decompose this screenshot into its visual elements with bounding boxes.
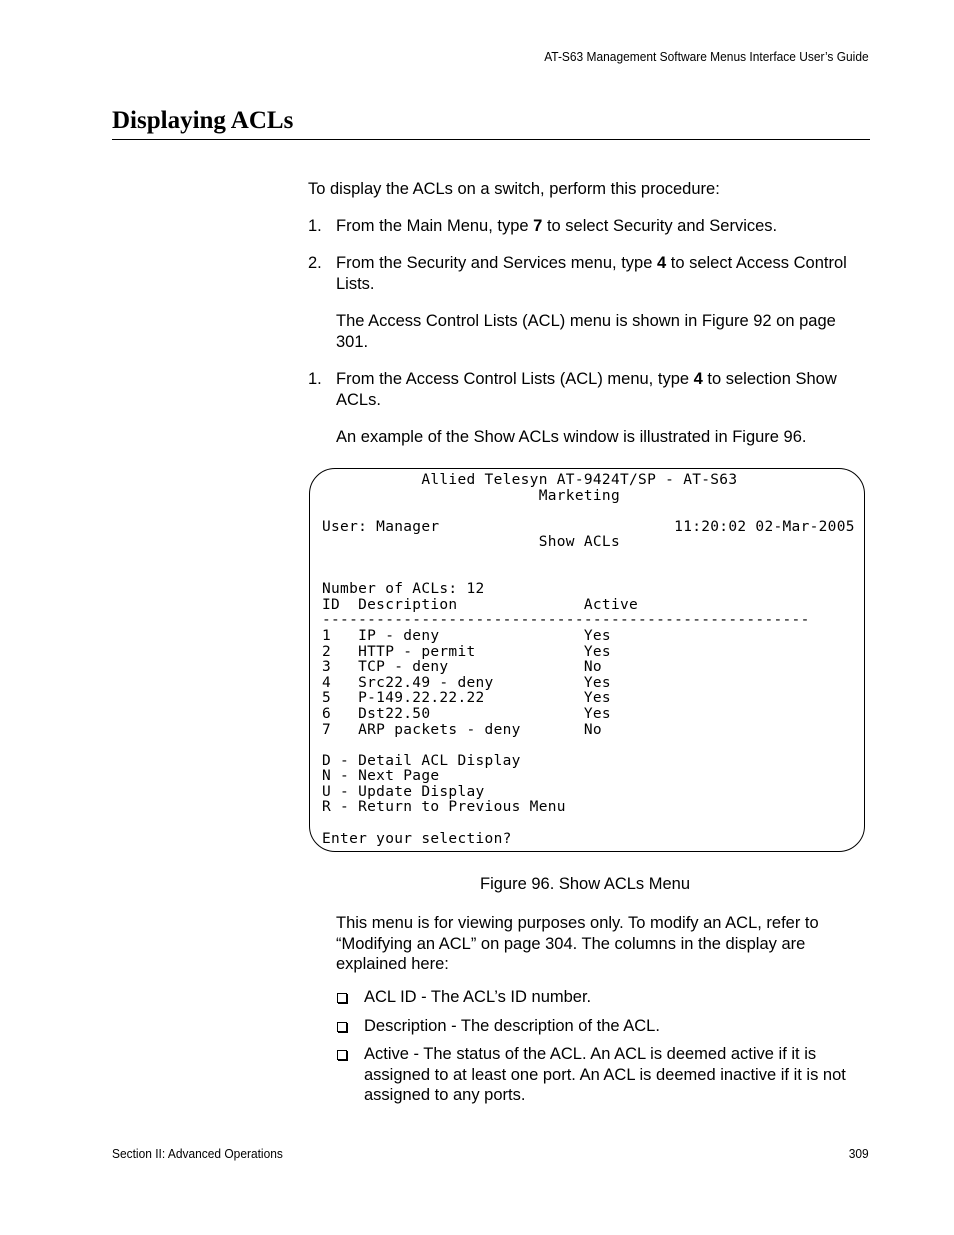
step-note: The Access Control Lists (ACL) menu is shown in Figure 92 on page 301. xyxy=(336,312,836,351)
footer-page-number: 309 xyxy=(849,1146,869,1161)
bullet-active: Active - The status of the ACL. An ACL is deemed active if it is assigned to at least one port. An ACL is deemed inactive if it is not assigned to any ports. xyxy=(364,1045,846,1104)
footer-section: Section II: Advanced Operations xyxy=(112,1146,283,1161)
step-text: From the Main Menu, type 7 to select Security and Services. xyxy=(336,217,778,235)
show-acls-console xyxy=(309,468,865,852)
intro-paragraph: To display the ACLs on a switch, perform this procedure: xyxy=(308,180,720,198)
step-number: 2. xyxy=(308,254,322,272)
explanation-paragraph: This menu is for viewing purposes only. To modify an ACL, refer to “Modifying an ACL” on page 304. The columns in the display are explained here: xyxy=(336,914,819,973)
bullet-acl-id: ACL ID - The ACL’s ID number. xyxy=(364,988,592,1006)
key-value: 4 xyxy=(693,370,703,388)
figure-caption: Figure 96. Show ACLs Menu xyxy=(480,875,691,893)
running-header: AT-S63 Management Software Menus Interface User’s Guide xyxy=(544,49,869,64)
step-text: From the Security and Services menu, type 4 to select Access Control Lists. xyxy=(336,254,847,293)
checkbox-bullet-icon xyxy=(337,993,347,1003)
key-value: 4 xyxy=(656,254,667,272)
title-rule xyxy=(112,139,870,140)
step-text: From the Access Control Lists (ACL) menu, type 4 to selection Show ACLs. xyxy=(336,370,837,409)
checkbox-bullet-icon xyxy=(337,1050,347,1060)
checkbox-bullet-icon xyxy=(337,1022,347,1032)
bullet-description: Description - The description of the ACL. xyxy=(364,1017,660,1035)
section-title: Displaying ACLs xyxy=(112,107,294,134)
step-number: 1. xyxy=(308,370,322,388)
step-number: 1. xyxy=(308,217,322,235)
key-value: 7 xyxy=(533,217,543,235)
step-note: An example of the Show ACLs window is illustrated in Figure 96. xyxy=(336,428,807,446)
console-text: Allied Telesyn AT-9424T/SP - AT-S63 Marketing User: Manager 11:20:02 02-Mar-2005 Show ACLs Number of ACLs: 12 ID Description Active ------------------------------------------------------ 1 IP - deny Yes 2 HTTP - permit Yes 3 TCP - deny No 4 Src22.49 - deny Yes 5 P-149.22.22.22 Yes 6 Dst22.50 Yes 7 ARP packets - deny No D - Detail ACL Display N - Next Page U - Update Display R - Return to Previous Menu Enter your selection? xyxy=(322,472,855,847)
